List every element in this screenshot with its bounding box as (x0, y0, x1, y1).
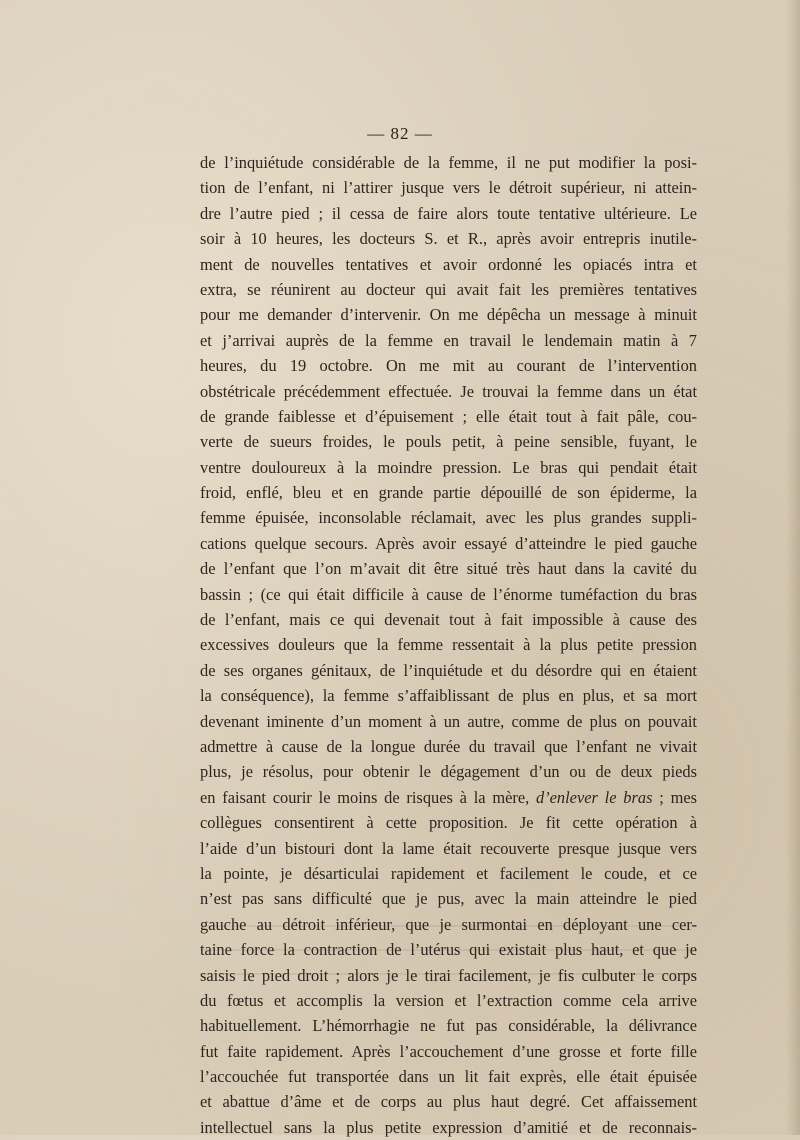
text-line: habituellement. L’hémorrhagie ne fut pas considérable, la délivrance (200, 1016, 697, 1036)
text-line: la conséquence), la femme s’affaiblissant de plus en plus, et sa mort (200, 686, 697, 706)
text-line: devenant iminente d’un moment à un autre, comme de plus on pouvait (200, 711, 697, 731)
text-line: de grande faiblesse et d’épuisement ; elle était tout à fait pâle, cou- (200, 406, 697, 426)
text-line: tion de l’enfant, ni l’attirer jusque vers le détroit supérieur, ni attein- (200, 178, 697, 198)
italic-phrase: d’enlever le bras (536, 787, 653, 807)
text-line: n’est pas sans difficulté que je pus, avec la main atteindre le pied (200, 889, 697, 909)
text-line: ment de nouvelles tentatives et avoir ordonné les opiacés intra et (200, 254, 697, 274)
text-line: collègues consentirent à cette proposition. Je fit cette opération à (200, 813, 697, 833)
text-line: froid, enflé, bleu et en grande partie dépouillé de son épiderme, la (200, 483, 697, 503)
text-line: excessives douleurs que la femme ressentait à la plus petite pression (200, 635, 697, 655)
text-line: femme épuisée, inconsolable réclamait, avec les plus grandes suppli- (200, 508, 697, 528)
text-line: de ses organes génitaux, de l’inquiétude et du désordre qui en étaient (200, 660, 697, 680)
text-line: de l’enfant, mais ce qui devenait tout à fait impossible à cause des (200, 610, 697, 630)
text-line: soir à 10 heures, les docteurs S. et R., après avoir entrepris inutile- (200, 229, 697, 249)
text-line: gauche au détroit inférieur, que je surmontai en déployant une cer- (200, 914, 697, 934)
text-line: et j’arrivai auprès de la femme en travail le lendemain matin à 7 (200, 330, 697, 350)
text-line: bassin ; (ce qui était difficile à cause de l’énorme tuméfaction du bras (200, 584, 697, 604)
text-line: saisis le pied droit ; alors je le tirai facilement, je fis culbuter le corps (200, 965, 697, 985)
text-line: du fœtus et accomplis la version et l’extraction comme cela arrive (200, 990, 697, 1010)
text-line: de l’inquiétude considérable de la femme, il ne put modifier la posi- (200, 153, 697, 172)
text-line: admettre à cause de la longue durée du travail que l’enfant ne vivait (200, 736, 697, 756)
text-line: et abattue d’âme et de corps au plus haut degré. Cet affaissement (200, 1092, 697, 1112)
page-number: — 82 — (367, 124, 433, 143)
text-line: plus, je résolus, pour obtenir le dégagement d’un ou de deux pieds (200, 762, 697, 782)
text-line: l’accouchée fut transportée dans un lit fait exprès, elle était épuisée (200, 1067, 697, 1087)
text-line: de l’enfant que l’on m’avait dit être situé très haut dans la cavité du (200, 559, 697, 579)
text-line: ventre douloureux à la moindre pression. Le bras qui pendait était (200, 457, 697, 477)
text-line: l’aide d’un bistouri dont la lame était recouverte presque jusque vers (200, 838, 697, 858)
text-line: verte de sueurs froides, le pouls petit, à peine sensible, fuyant, le (200, 432, 697, 452)
text-line: cations quelque secours. Après avoir essayé d’atteindre le pied gauche (200, 533, 697, 553)
page-edge-shadow (786, 0, 800, 1135)
text-line: extra, se réunirent au docteur qui avait fait les premières tentatives (200, 279, 697, 299)
text-line: taine force la contraction de l’utérus qui existait plus haut, et que je (200, 940, 697, 960)
text-segment: ; mes (652, 787, 697, 807)
text-segment: en faisant courir le moins de risques à la mère, (200, 787, 536, 807)
text-line: fut faite rapidement. Après l’accouchement d’une grosse et forte fille (200, 1041, 697, 1061)
text-line: pour me demander d’intervenir. On me dépêcha un message à minuit (200, 305, 697, 325)
show-through-texture (200, 925, 697, 985)
text-line-with-italic (200, 785, 697, 810)
text-line: intellectuel sans la plus petite expression d’amitié et de reconnais- (200, 1117, 697, 1137)
text-line: heures, du 19 octobre. On me mit au courant de l’intervention (200, 356, 697, 376)
body-text (200, 150, 697, 1140)
text-line: dre l’autre pied ; il cessa de faire alors toute tentative ultérieure. Le (200, 203, 697, 223)
text-line: obstétricale précédemment effectuée. Je trouvai la femme dans un état (200, 381, 697, 401)
text-line: la pointe, je désarticulai rapidement et facilement le coude, et ce (200, 863, 697, 883)
